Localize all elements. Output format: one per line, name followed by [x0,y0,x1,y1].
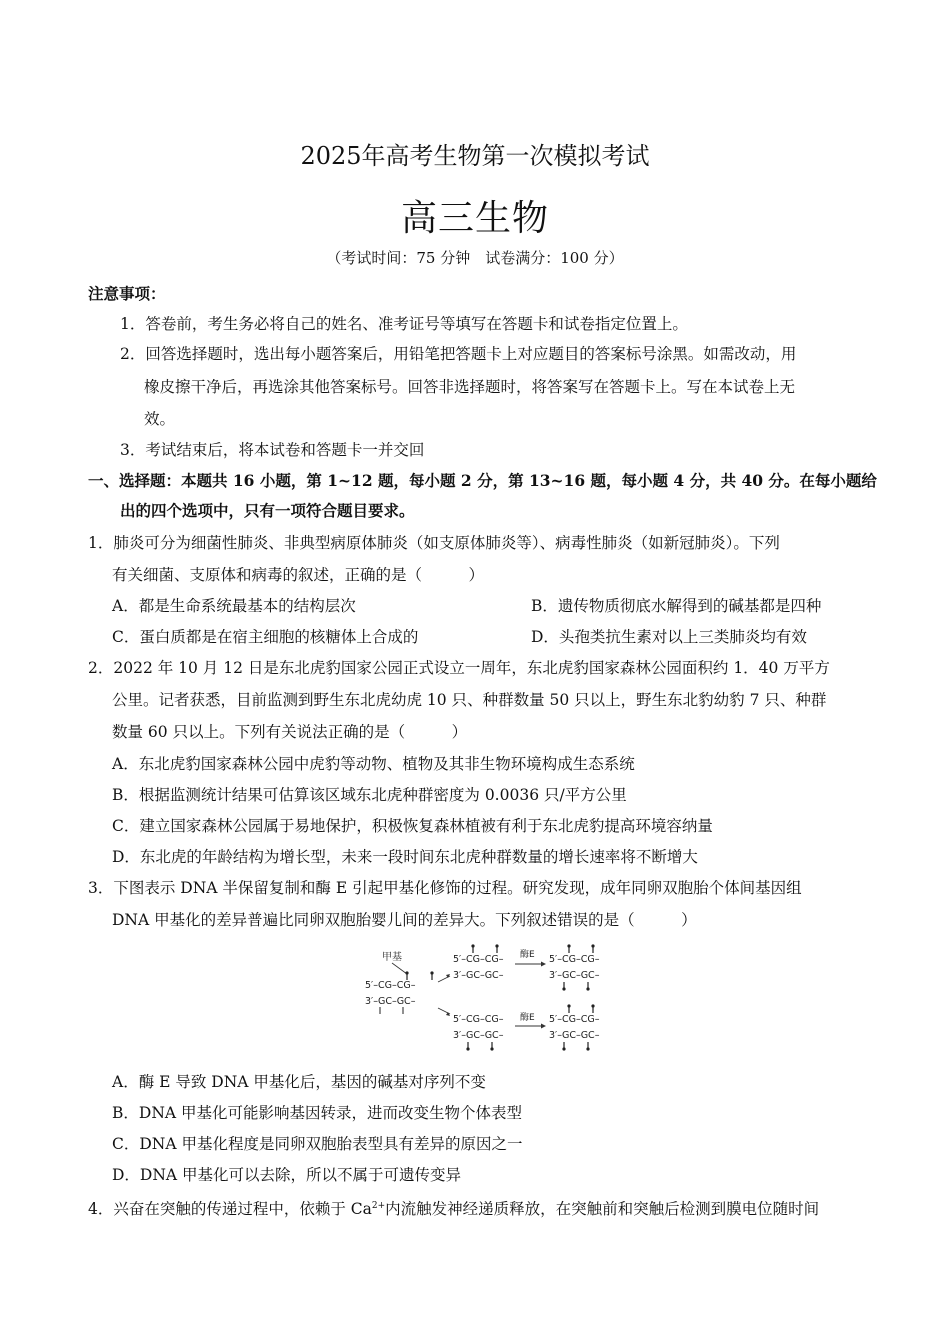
methyl-mark-top-2 [495,944,498,953]
bot-right-strand-5: 5′–CG–CG– [549,1014,600,1025]
methyl-mark-bot-6 [586,1042,589,1051]
methyl-mark-left-2 [430,971,433,980]
notice-item-1: 1．答卷前，考生务必将自己的姓名、准考证号等填写在答题卡和试卷指定位置上。 [120,315,688,333]
notice-heading: 注意事项： [88,284,166,303]
methyl-mark-top-4 [591,944,594,953]
methyl-mark-bot-3 [567,1004,570,1013]
enzyme-label-bottom: 酶E [520,1013,535,1023]
question-2-stem: 2．2022 年 10 月 12 日是东北虎豹国家公园正式设立一周年，东北虎豹国家森林公园面积约 1．40 万平方 [88,659,830,677]
methyl-mark-left-1 [405,971,408,980]
question-4-stem-post: 内流触发神经递质释放，在突触前和突触后检测到膜电位随时间 [385,1200,820,1219]
bot-mid-strand-3: 3′–GC–GC– [453,1030,504,1041]
question-2-option-b: B．根据监测统计结果可估算该区域东北虎种群密度为 0.0036 只/平方公里 [112,786,627,804]
question-3-option-c: C．DNA 甲基化程度是同卵双胞胎表型具有差异的原因之一 [112,1135,523,1153]
top-right-strand-5: 5′–CG–CG– [549,954,600,965]
question-2-option-d: D．东北虎的年龄结构为增长型，未来一段时间东北虎种群数量的增长速率将不断增大 [112,848,698,866]
calcium-charge: 2+ [371,1201,386,1211]
dna-methylation-diagram [360,942,610,1077]
question-3-option-d: D．DNA 甲基化可以去除，所以不属于可遗传变异 [112,1166,462,1184]
section-heading: 一、选择题：本题共 16 小题，第 1~12 题，每小题 2 分，第 13~16 题，每小题 4 分，共 40 分。在每小题给 [88,471,877,490]
question-3-option-b: B．DNA 甲基化可能影响基因转录，进而改变生物个体表型 [112,1104,523,1122]
enzyme-label-top: 酶E [520,950,535,960]
question-1-option-b: B．遗传物质彻底水解得到的碱基都是四种 [531,597,822,615]
question-2-stem-cont: 公里。记者获悉，目前监测到野生东北虎幼虎 10 只、种群数量 50 只以上，野生东北豹幼豹 7 只、种群 [112,691,827,709]
exam-time-info: （考试时间：75 分钟 试卷满分：100 分） [326,249,624,267]
methyl-mark-top-1 [471,944,474,953]
question-3-stem: 3．下图表示 DNA 半保留复制和酶 E 引起甲基化修饰的过程。研究发现，成年同卵双胞胎个体间基因组 [88,879,802,897]
methyl-mark-bot-1 [466,1042,469,1051]
question-1-stem: 1．肺炎可分为细菌性肺炎、非典型病原体肺炎（如支原体肺炎等）、病毒性肺炎（如新冠肺炎）。下列 [88,534,780,552]
question-2-stem-cont2: 数量 60 只以上。下列有关说法正确的是（ ） [112,723,468,741]
top-mid-strand-5: 5′–CG–CG– [453,954,504,965]
question-1-option-a: A．都是生命系统最基本的结构层次 [112,597,356,615]
notice-item-2-cont: 橡皮擦干净后，再选涂其他答案标号。回答非选择题时，将答案写在答题卡上。写在本试卷上无 [144,378,796,396]
notice-item-2-cont2: 效。 [144,410,176,428]
methyl-mark-top-3 [567,944,570,953]
exam-title: 2025年高考生物第一次模拟考试 [300,142,650,170]
question-4-stem [88,1196,819,1219]
notice-item-3: 3．考试结束后，将本试卷和答题卡一并交回 [120,441,425,459]
parent-strand-5: 5′–CG–CG– [365,980,416,991]
notice-item-2: 2．回答选择题时，选出每小题答案后，用铅笔把答题卡上对应题目的答案标号涂黑。如需改动，用 [120,345,797,363]
question-1-option-c: C．蛋白质都是在宿主细胞的核糖体上合成的 [112,628,419,646]
methyl-mark-bot-2 [490,1042,493,1051]
parent-strand-3: 3′–GC–GC– [365,996,416,1007]
question-3-option-a: A．酶 E 导致 DNA 甲基化后，基因的碱基对序列不变 [112,1073,486,1091]
methyl-mark-top-6 [586,982,589,991]
bot-right-strand-3: 3′–GC–GC– [549,1030,600,1041]
bot-mid-strand-5: 5′–CG–CG– [453,1014,504,1025]
methyl-pointer [392,963,407,974]
question-2-option-c: C．建立国家森林公园属于易地保护，积极恢复森林植被有利于东北虎豹提高环境容纳量 [112,817,713,835]
methyl-mark-top-5 [562,982,565,991]
question-4-stem-pre: 4．兴奋在突触的传递过程中，依赖于 Ca [88,1200,372,1219]
question-2-option-a: A．东北虎豹国家森林公园中虎豹等动物、植物及其非生物环境构成生态系统 [112,755,635,773]
top-right-strand-3: 3′–GC–GC– [549,970,600,981]
section-heading-cont: 出的四个选项中，只有一项符合题目要求。 [120,501,415,520]
methyl-mark-bot-4 [591,1004,594,1013]
methyl-label: 甲基 [382,952,402,963]
top-mid-strand-3: 3′–GC–GC– [453,970,504,981]
methyl-mark-bot-5 [562,1042,565,1051]
subject-title: 高三生物 [400,198,549,239]
question-1-stem-cont: 有关细菌、支原体和病毒的叙述，正确的是（ ） [112,566,485,584]
question-1-option-d: D．头孢类抗生素对以上三类肺炎均有效 [531,628,807,646]
question-3-stem-cont: DNA 甲基化的差异普遍比同卵双胞胎婴儿间的差异大。下列叙述错误的是（ ） [112,911,697,929]
